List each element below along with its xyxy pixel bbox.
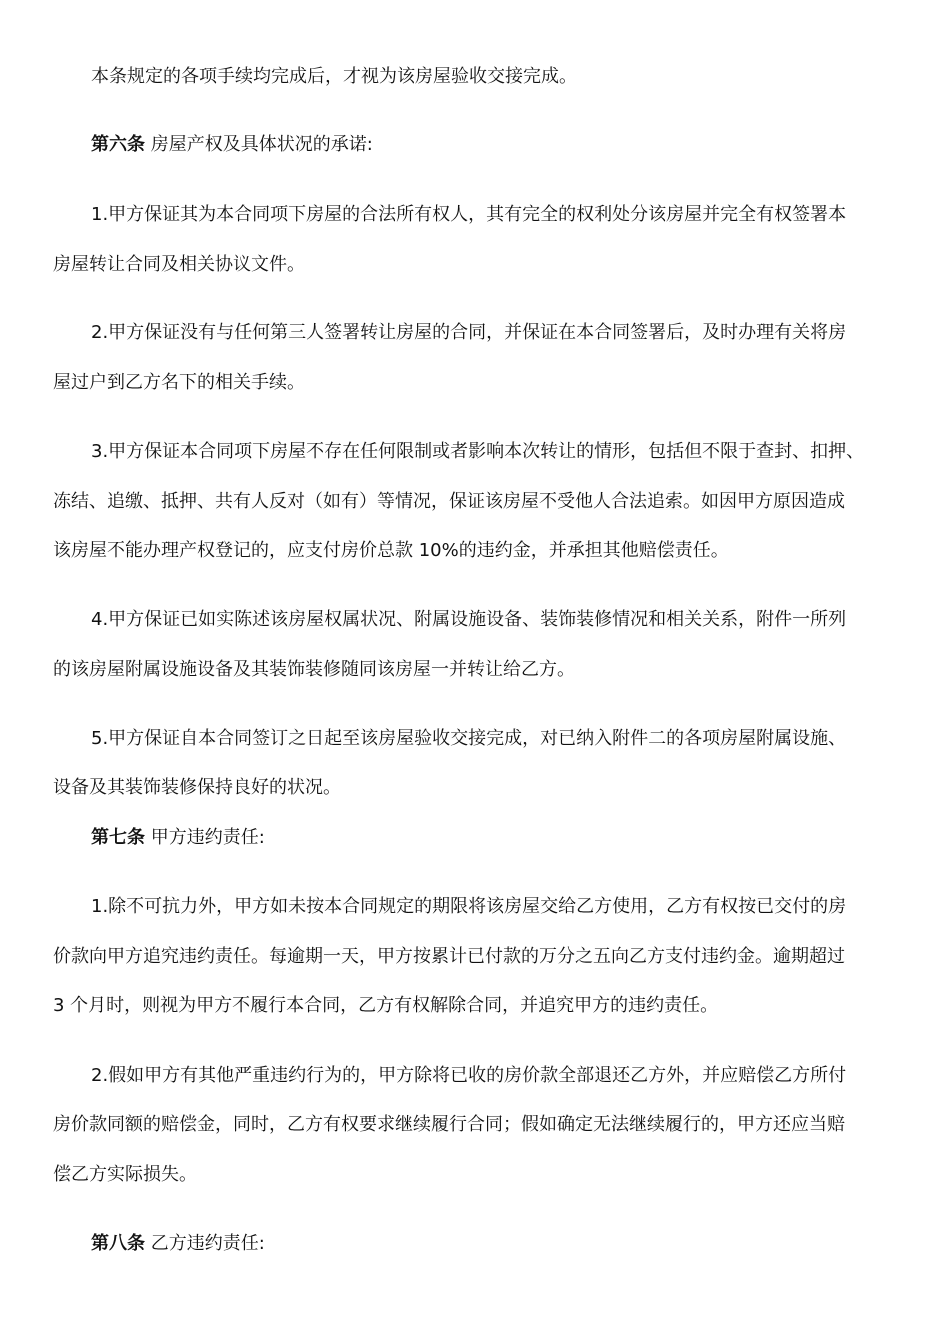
art6-item4-line1: 4.甲方保证已如实陈述该房屋权属状况、附属设施设备、装饰装修情况和相关关系，附件一所列	[91, 609, 847, 630]
article-6-heading	[91, 133, 373, 157]
art6-item4-line2: 的该房屋附属设施设备及其装饰装修随同该房屋一并转让给乙方。	[53, 659, 575, 680]
art6-item1-line1: 1.甲方保证其为本合同项下房屋的合法所有权人，其有完全的权利处分该房屋并完全有权签署本	[91, 204, 847, 225]
article-8-title: 乙方违约责任:	[145, 1233, 265, 1254]
article-8-label: 第八条	[91, 1233, 145, 1254]
art7-item1-line3: 3 个月时，则视为甲方不履行本合同，乙方有权解除合同，并追究甲方的违约责任。	[53, 995, 719, 1016]
art7-item1-line2: 价款向甲方追究违约责任。每逾期一天，甲方按累计已付款的万分之五向乙方支付违约金。逾期超过	[53, 946, 845, 967]
art6-item2-line2: 屋过户到乙方名下的相关手续。	[53, 372, 305, 393]
art7-item2-line3: 偿乙方实际损失。	[53, 1164, 197, 1185]
intro-line: 本条规定的各项手续均完成后，才视为该房屋验收交接完成。	[91, 66, 577, 87]
art7-item2-line2: 房价款同额的赔偿金，同时，乙方有权要求继续履行合同；假如确定无法继续履行的，甲方还应当赔	[53, 1114, 845, 1135]
art6-item5-line2: 设备及其装饰装修保持良好的状况。	[53, 777, 341, 798]
art6-item2-line1: 2.甲方保证没有与任何第三人签署转让房屋的合同，并保证在本合同签署后，及时办理有关将房	[91, 322, 847, 343]
art7-item2-line1: 2.假如甲方有其他严重违约行为的，甲方除将已收的房价款全部退还乙方外，并应赔偿乙方所付	[91, 1065, 847, 1086]
article-6-title: 房屋产权及具体状况的承诺:	[145, 134, 373, 155]
article-7-title: 甲方违约责任:	[145, 827, 265, 848]
art6-item1-line2: 房屋转让合同及相关协议文件。	[53, 254, 305, 275]
art6-item3-line1: 3.甲方保证本合同项下房屋不存在任何限制或者影响本次转让的情形，包括但不限于查封、扣押、	[91, 441, 865, 462]
article-6-label: 第六条	[91, 134, 145, 155]
article-7-heading	[91, 826, 265, 850]
article-8-heading	[91, 1232, 265, 1256]
art7-item1-line1: 1.除不可抗力外，甲方如未按本合同规定的期限将该房屋交给乙方使用，乙方有权按已交付的房	[91, 896, 847, 917]
article-7-label: 第七条	[91, 827, 145, 848]
art6-item3-line3: 该房屋不能办理产权登记的，应支付房价总款 10%的违约金，并承担其他赔偿责任。	[53, 540, 729, 561]
art6-item3-line2: 冻结、追缴、抵押、共有人反对（如有）等情况，保证该房屋不受他人合法追索。如因甲方原因造成	[53, 491, 845, 512]
art6-item5-line1: 5.甲方保证自本合同签订之日起至该房屋验收交接完成，对已纳入附件二的各项房屋附属设施、	[91, 728, 847, 749]
